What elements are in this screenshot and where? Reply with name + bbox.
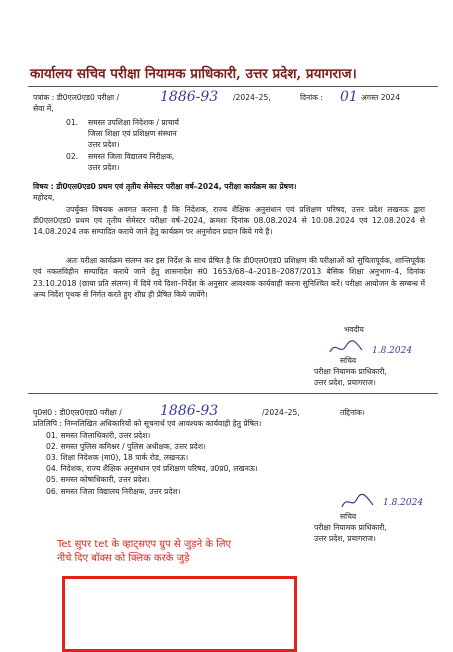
copy-sign-designation: परीक्षा नियामक प्राधिकारी, <box>314 523 387 532</box>
body-paragraph-1: उपर्युक्त विषयक अवगत कराना है कि निदेशक, राज्य शैक्षिक अनुसंधान एवं प्रशिक्षण परिषद, उत्तर प्रदेश लखनऊ द्वारा डी0एल0एड0 प्रथम एवं तृतीय सेमेस्टर परीक्षा वर्ष–2024, क्रमशः दिनांक 08.08.2024 से 10.08.2024 एवं 12.08.2024 से 14.08.2024 तक सम्पादित कराये जाने हेतु कार्यक्रम पर अनुमोदन प्रदान किये गये है। <box>33 205 425 236</box>
letter-ref-prefix: पत्रांक : डी0एल0एड0 परीक्षा / <box>33 93 120 102</box>
copy-sign-location: उत्तर प्रदेश, प्रयागराज। <box>314 534 376 543</box>
recipient-line: जिला शिक्षा एवं प्रशिक्षण संस्थान <box>88 129 177 138</box>
closing: भवदीय <box>344 325 364 334</box>
sign-title: सचिव <box>340 356 357 365</box>
signature-scribble <box>340 492 376 512</box>
letter-date-label: दिनांक : <box>300 93 323 102</box>
signature-date: 1.8.2024 <box>372 346 413 356</box>
whatsapp-join-box[interactable] <box>62 576 297 652</box>
copy-signature-date: 1.8.2024 <box>383 498 424 508</box>
recipient-num: 01. <box>66 118 79 127</box>
copy-list-item: 03. शिक्षा निदेशक (मा0), 18 पार्क रोड, लखनऊ। <box>46 453 189 462</box>
copy-ref-year: /2024–25, <box>262 408 300 417</box>
copy-ref-prefix: पृ0सं0 : डी0एल0एड0 परीक्षा / <box>33 408 122 417</box>
copy-sign-title: सचिव <box>340 512 357 521</box>
subject-line: विषय : डी0एल0एड0 प्रथम एवं तृतीय सेमेस्टर परीक्षा वर्ष–2024, परीक्षा कार्यक्रम का प्रेषण। <box>33 182 297 191</box>
section-divider <box>28 393 438 394</box>
letter-ref-year: /2024–25, <box>233 93 271 102</box>
copy-list-item: 06. समस्त जिला विद्यालय निरीक्षक, उत्तर प्रदेश। <box>46 487 181 496</box>
copy-date-label: तद्दिनांक। <box>340 408 365 417</box>
office-title: कार्यालय सचिव परीक्षा नियामक प्राधिकारी, उत्तर प्रदेश, प्रयागराज। <box>30 66 357 82</box>
sign-designation: परीक्षा नियामक प्राधिकारी, <box>314 367 387 376</box>
copy-intro: प्रतिलिपि : निम्नलिखित अधिकारियों को सूचनार्थ एवं आवश्यक कार्यवाही हेतु प्रेषित। <box>33 419 262 428</box>
copy-list-item: 02. समस्त पुलिस कमिश्नर / पुलिस अधीक्षक, उत्तर प्रदेश। <box>46 442 206 451</box>
letter-date-month-year: अगस्त 2024 <box>361 93 401 102</box>
copy-list-item: 01. समस्त जिलाधिकारी, उत्तर प्रदेश। <box>46 431 151 440</box>
recipient-line: उत्तर प्रदेश। <box>88 163 120 172</box>
recipient-line: समस्त जिला विद्यालय निरीक्षक, <box>88 152 175 161</box>
promo-line-2: नीचे दिए बॉक्स को क्लिक करके जुड़े <box>57 553 190 564</box>
copy-list-item: 04. निदेशक, राज्य शैक्षिक अनुसंधान एवं प्रशिक्षण परिषद, उ0प्र0, लखनऊ। <box>46 464 258 473</box>
promo-line-1: Tet सुपर tet के व्हाट्सएप ग्रुप से जुड़ने के लिए <box>57 539 232 550</box>
title-underline <box>28 86 438 87</box>
body-paragraph-2: अतः परीक्षा कार्यक्रम संलग्न कर इस निर्देश के साथ प्रेषित है कि डी0एल0एड0 प्रशिक्षण की परीक्षाओं को सुचितापूर्वक, शान्तिपूर्वक एवं नकलविहीन सम्पादित कराये जाने हेतु शासनादेश सं0 1653/68–4–2018–2087/2013 बेसिक शिक्षा अनुभाग–4, दिनांक 23.10.2018 (छाया प्रति संलग्न) में दिये गये दिशा–निर्देश के अनुसार आवश्यक कार्यवाही करना सुनिश्चित करें। परीक्षा आयोजन के सम्बन्ध में अन्य निर्देश पृथक से निर्गत करते हुए शीघ्र ही प्रेषित किये जायेंगे। <box>33 256 425 299</box>
letter-ref-number: 1886-93 <box>160 89 219 105</box>
salutation: महोदय, <box>33 193 55 202</box>
recipient-line: उत्तर प्रदेश। <box>88 140 120 149</box>
copy-ref-number: 1886-93 <box>160 403 219 419</box>
sign-location: उत्तर प्रदेश, प्रयागराज। <box>314 378 376 387</box>
copy-list-item: 05. समस्त कोषाधिकारी, उत्तर प्रदेश। <box>46 475 150 484</box>
recipient-line: समस्त उपशिक्षा निदेशक / प्राचार्य <box>88 118 179 127</box>
seva-me: सेवा में, <box>33 104 54 113</box>
letter-date-day: 01 <box>340 89 358 105</box>
signature-scribble <box>328 338 366 358</box>
recipient-num: 02. <box>66 152 79 161</box>
